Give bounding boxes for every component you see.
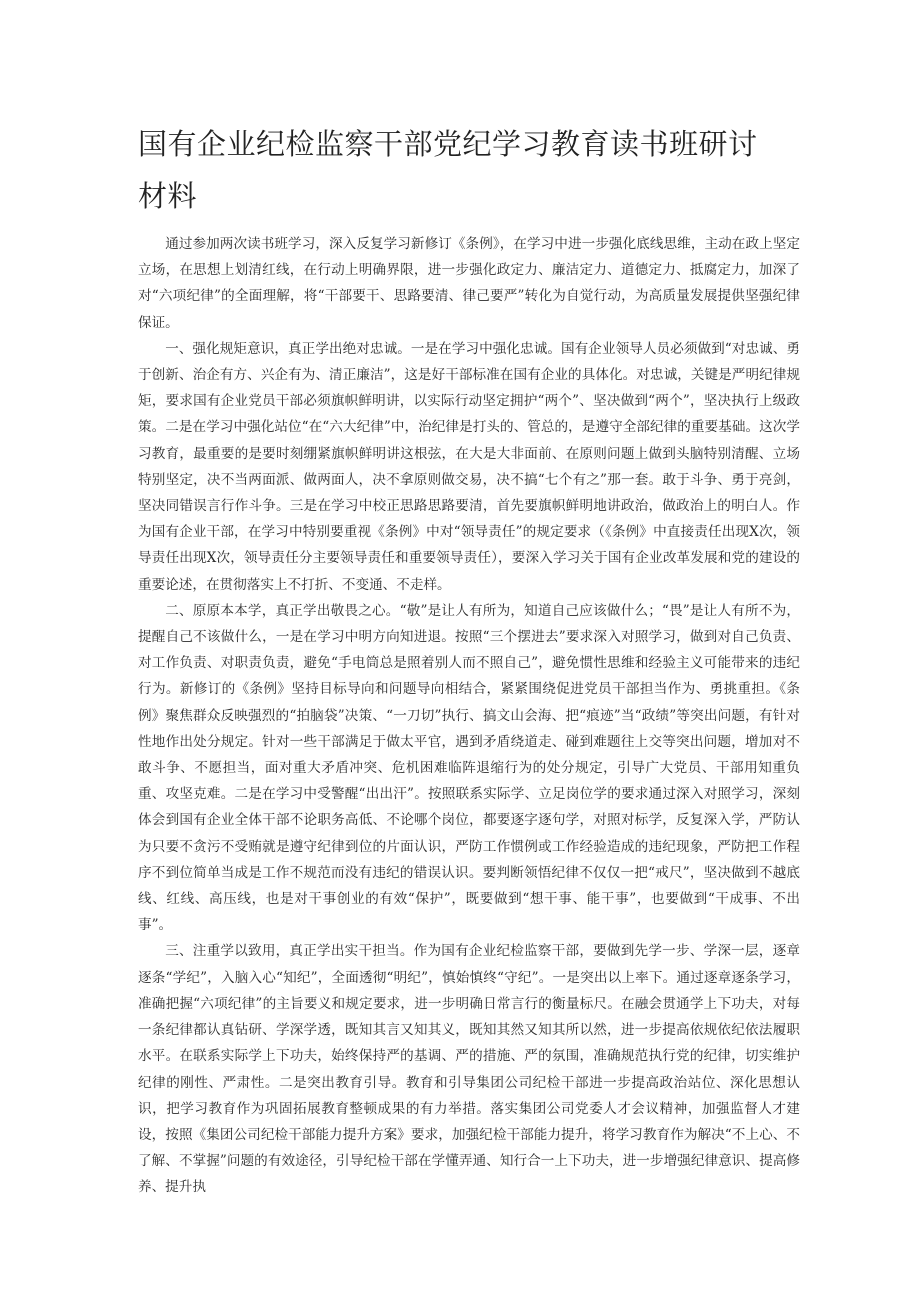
section-3-paragraph: 三、注重学以致用，真正学出实干担当。作为国有企业纪检监察干部，要做到先学一步、学深一层，逐章逐条“学纪”，入脑入心“知纪”，全面透彻“明纪”，慎始慎终“守纪”。一是突出以上率下。通过逐章逐条学习，准确把握“六项纪律”的主旨要义和规定要求，进一步明确日常言行的衡量标尺。在融会贯通学上下功夫，对每一条纪律都认真钻研、学深学透，既知其言又知其义，既知其然又知其所以然，进一步提高依规依纪依法履职水平。在联系实际学上下功夫，始终保持严的基调、严的措施、严的氛围，准确规范执行党的纪律，切实维护纪律的刚性、严肃性。二是突出教育引导。教育和引导集团公司纪检干部进一步提高政治站位、深化思想认识，把学习教育作为巩固拓展教育整顿成果的有力举措。落实集团公司党委人才会议精神，加强监督人才建设，按照《集团公司纪检干部能力提升方案》要求，加强纪检干部能力提升，将学习教育作为解决“不上心、不了解、不掌握”问题的有效途径，引导纪检干部在学懂弄通、知行合一上下功夫，进一步增强纪律意识、提高修养、提升执 xyxy=(138,943,800,1196)
section-1-paragraph: 一、强化规矩意识，真正学出绝对忠诚。一是在学习中强化忠诚。国有企业领导人员必须做到“对忠诚、勇于创新、治企有方、兴企有为、清正廉洁”，这是好干部标准在国有企业的具体化。对忠诚，关键是严明纪律规矩，要求国有企业党员干部必须旗帜鲜明讲，以实际行动坚定拥护“两个”、坚决做到“两个”，坚决执行上级政策。二是在学习中强化站位“在“六大纪律”中，治纪律是打头的、管总的，是遵守全部纪律的重要基础。这次学习教育，最重要的是要时刻绷紧旗帜鲜明讲这根弦，在大是大非面前、在原则问题上做到头脑特别清醒、立场特别坚定，决不当两面派、做两面人，决不拿原则做交易，决不搞“七个有之”那一套。敢于斗争、勇于亮剑，坚决同错误言行作斗争。三是在学习中校正思路思路要清，首先要旗帜鲜明地讲政治，做政治上的明白人。作为国有企业干部，在学习中特别要重视《条例》中对“领导责任”的规定要求（《条例》中直接责任出现X次，领导责任出现X次，领导责任分主要领导责任和重要领导责任），要深入学习关于国有企业改革发展和党的建设的重要论述，在贯彻落实上不打折、不变通、不走样。 xyxy=(138,340,800,593)
document-body xyxy=(138,231,800,1201)
intro-paragraph: 通过参加两次读书班学习，深入反复学习新修订《条例》，在学习中进一步强化底线思维，主动在政上坚定立场，在思想上划清红线，在行动上明确界限，进一步强化政定力、廉洁定力、道德定力、抵腐定力，加深了对“六项纪律”的全面理解，将“干部要干、思路要清、律己要严”转化为自觉行动，为高质量发展提供坚强纪律保证。 xyxy=(138,236,800,331)
document-title: 国有企业纪检监察干部党纪学习教育读书班研讨材料 xyxy=(138,127,758,213)
section-2-paragraph: 二、原原本本学，真正学出敬畏之心。“敬”是让人有所为，知道自己应该做什么；“畏”是让人有所不为，提醒自己不该做什么，一是在学习中明方向知进退。按照“三个摆进去”要求深入对照学习，做到对自己负责、对工作负责、对职责负责，避免“手电筒总是照着别人而不照自己”，避免惯性思维和经验主义可能带来的违纪行为。新修订的《条例》坚持目标导向和问题导向相结合，紧紧围绕促进党员干部担当作为、勇挑重担。《条例》聚焦群众反映强烈的“拍脑袋”决策、“一刀切”执行、搞文山会海、把“痕迹”当“政绩”等突出问题，有针对性地作出处分规定。针对一些干部满足于做太平官，遇到矛盾绕道走、碰到难题往上交等突出问题，增加对不敢斗争、不愿担当，面对重大矛盾冲突、危机困难临阵退缩行为的处分规定，引导广大党员、干部用知重负重、攻坚克难。二是在学习中受警醒“出出汗”。按照联系实际学、立足岗位学的要求通过深入对照学习，深刻体会到国有企业全体干部不论职务高低、不论哪个岗位，都要逐字逐句学，对照对标学，反复深入学，严防认为只要不贪污不受贿就是遵守纪律到位的片面认识，严防工作惯例或工作经验造成的违纪现象，严防把工作程序不到位简单当成是工作不规范而没有违纪的错误认识。要判断领悟纪律不仅仅一把“戒尺”，坚决做到不越底线、红线、高压线，也是对干事创业的有效“保护”，既要做到“想干事、能干事”，也要做到“干成事、不出事”。 xyxy=(138,602,800,934)
